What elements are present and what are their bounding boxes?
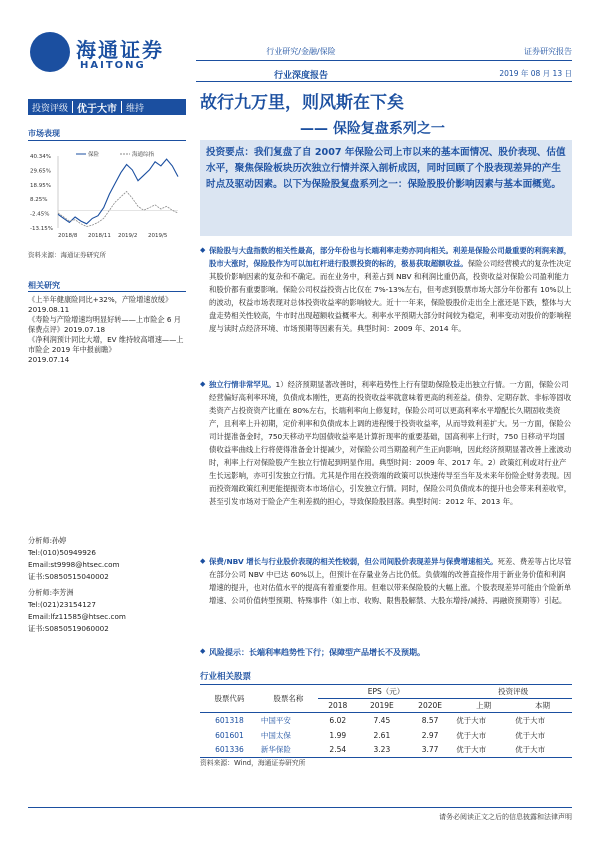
report-category: 行业研究/金融/保险 [266,47,336,56]
y-tick-label: -2.45% [30,211,50,218]
eps-2019e: 3.23 [373,745,391,755]
analyst-tel: Tel:(021)23154127 [28,600,96,609]
col-header-rating: 投资评级 [454,685,572,699]
analyst-name: 分析师:孙婷 [28,536,67,545]
key-point-body: 1）经济预期显著改善时，利率趋势性上行有望助保险股走出独立行情。一方面，保险公司经营偏好高利率环境，负债成本刚性，更高的投资收益率就意味着更高的利差益。债券、定期存款、非标等固收类资产占投资资产比重在 80%左右，长端利率向上修复时，保险公司可以更高利率水平增配长久期固收类资产，且利率上升初期，定价利率和负债成本上调的进程慢于投资收益率，从而导致利差扩大。另一方面，保险公司计提准备金时，750天移动平均国债收益率是计算折现率的重要基础，国高利率上行时，750 日移动平均国债收益率曲线上行将使得准备金计提减少，对保险公司当期盈利产生正向影响，因此经济预期显著改善上涨波动时，利率上行对保险股产生独立行情起到明显作用。典型时间：2009 年、2017 年。2）政策红利或对行业产生长远影响，亦可引发独立行情。尤其是作用在投资端的政策可以快速传导至当年及未来年份险企财务表现。因而投资端政策红利更能提振资本市场信心，引发独立行情。同时，保险公司负债成本的提升也会带来利差收窄，甚至引发市场对于险企产生利差损的担心，导致保险股回落。典型时间：2012 年、2013 年。 [209,380,572,506]
stock-code: 601601 [215,730,244,740]
logo-english-text: HAITONG [80,60,146,71]
y-tick-label: 18.95% [30,182,51,189]
related-stocks-title: 行业相关股票 [200,672,252,682]
analyst-cert: 证书:S0850519060002 [28,624,109,633]
investment-summary: 投资要点：我们复盘了自 2007 年保险公司上市以来的基本面情况、股价表现、估值水平，聚焦保险板块历次独立行情并深入剖析成因，同时回顾了个股表现差异的产生时点及驱动因素。以下为保险股复盘系列之一：保险股股价影响因素与基本面概览。 [200,140,572,236]
key-point-lead: 保险股与大盘指数的相关性最高，部分年份也与长端利率走势亦同向相关。利差是保险公司最重要的利润来源，股市大涨时，保险股作为可以加杠杆进行股票投资的标的，极易获取超额收益。 [209,246,572,268]
eps-2018: 6.02 [329,715,347,725]
legend-label: 保险 [88,152,100,158]
rating-curr: 优于大市 [515,730,546,740]
key-point-body: 保险公司经营模式的复杂性决定其股价影响因素的复杂和不确定。而在业务中，利差占到 NBV 和利润比重仍高，投资收益对保险公司盈利能力和股价都有重要影响。保险公司权益投资占比仅在 7%-13%左右，但考虑到股票市场大部分年份都有 10%以上的波动，权益市场表现对总体投资收益率的影响较大。近十一年来，保险股股价走出全上涨还是下跌，整体与大盘走势相关性较高，牛市时出现超额收益概率大。利率水平预期大部分时间较为稳定，利率变动对股价的影响程度与读时点经济环境、市场预期等因素有关。典型时间：2009 年、2014 年。 [209,259,572,333]
rating-value: 优于大市 [77,103,118,115]
x-tick-label: 2018/11 [88,233,111,239]
footer-divider [28,807,572,808]
key-point-3 [200,555,572,607]
key-point-body: 死差、费差等占比尽管在部分公司 NBV 中已达 60%以上，但预计在存量业务占比仍低。负债端的改善直接作用于新业务价值和利润增速的提升，也对估值水平的提高有着重要作用。但难以带来保险股的大幅上涨。个股表现差异可能由个险新单增速、公司价值转型预期、特殊事件（如上市、收购、限售股解禁、大股东增持/减持、再融资预期等）引起。 [209,557,572,605]
market-performance-title: 市场表现 [28,129,60,138]
rating-prev: 优于大市 [456,745,487,755]
series-line-1 [58,192,178,227]
related-research-item[interactable]: 《寿险与产险增速均明显好转——上市险企 6 月保费点评》2019.07.18 [28,315,181,334]
key-point-lead: 保费/NBV 增长与行业股价表现的相关性较弱，但公司间股价表现差异与保费增速相关。 [209,557,498,566]
risk-warning: ◆ 风险提示：长端利率趋势性下行；保障型产品增长不及预期。 [200,647,425,658]
col-header-curr: 本期 [535,701,551,710]
report-label: 证券研究报告 [524,47,572,56]
y-tick-label: 40.34% [30,154,51,160]
rating-separator [121,101,122,113]
report-subtitle: —— 保险复盘系列之一 [300,121,445,137]
report-kind: 行业深度报告 [273,71,328,81]
table-row [200,728,572,743]
key-point-1 [200,244,572,335]
footer-disclaimer: 请务必阅读正文之后的信息披露和法律声明 [439,813,572,821]
analyst-email[interactable]: Email:lfz11585@htsec.com [28,612,126,621]
eps-2020e: 8.57 [421,715,439,725]
stock-code: 601318 [215,715,244,725]
related-stocks-table [200,684,572,758]
stock-code: 601336 [215,745,244,755]
col-header-2019e: 2019E [369,701,394,710]
col-header-name: 股票名称 [273,694,304,703]
table-source: 资料来源：Wind，海通证券研究所 [200,759,306,767]
report-title: 故行九万里，则风斯在下矣 [200,93,404,113]
logo-chinese-text: 海通证券 [76,38,164,62]
stock-name: 新华保险 [260,745,291,755]
eps-2019e: 7.45 [373,715,391,725]
eps-2019e: 2.61 [373,730,391,740]
col-header-code: 股票代码 [214,694,245,703]
related-research-item[interactable]: 《净利润预计同比大增，EV 维持较高增速——上市险企 2019 年中报前瞻》 2019.07.14 [28,335,184,364]
eps-2018: 1.99 [329,730,347,740]
header-divider-top [196,60,572,61]
rating-curr: 优于大市 [515,745,546,755]
report-date: 2019 年 08 月 13 日 [499,69,572,78]
rating-prev: 优于大市 [456,715,487,725]
rating-status: 维持 [126,103,145,114]
x-tick-label: 2019/2 [118,233,138,239]
stock-name: 中国太保 [260,730,291,740]
market-title-underline [28,140,186,141]
eps-2020e: 3.77 [421,745,439,755]
related-title-underline [28,291,186,292]
analyst-tel: Tel:(010)50949926 [28,548,96,557]
legend-label: 海通综指 [132,152,155,158]
analyst-name: 分析师:李芳洲 [28,588,74,597]
x-tick-label: 2018/8 [58,233,78,239]
x-tick-label: 2019/5 [148,233,168,239]
rating-separator [72,101,73,113]
eps-2020e: 2.97 [421,730,439,740]
header-divider-bottom [196,81,572,82]
eps-2018: 2.54 [329,745,347,755]
analyst-cert: 证书:S0850515040002 [28,572,109,581]
table-row [200,713,572,728]
related-research-title: 相关研究 [28,281,60,290]
series-line-0 [58,159,178,224]
haitong-logo-icon [30,32,70,72]
market-performance-chart [28,148,186,244]
key-point-lead: 独立行情非常罕见。 [209,380,276,389]
related-research-item[interactable]: 《上半年健康险同比+32%，产险增速放缓》2019.08.11 [28,295,173,314]
chart-source: 资料来源：海通证券研究所 [28,251,106,259]
col-header-eps: EPS（元） [318,685,454,699]
col-header-prev: 上期 [476,701,492,710]
col-header-2020e: 2020E [418,701,442,710]
col-header-2018: 2018 [328,701,348,710]
y-tick-label: 29.65% [30,168,51,175]
y-tick-label: -13.15% [30,226,53,232]
related-research-list [28,295,188,365]
key-point-2 [200,378,572,508]
stock-name: 中国平安 [260,715,291,725]
analyst-email[interactable]: Email:st9998@htsec.com [28,560,120,569]
table-row [200,743,572,758]
rating-prev: 优于大市 [456,730,487,740]
rating-curr: 优于大市 [515,715,546,725]
y-tick-label: 8.25% [30,197,48,204]
rating-label: 投资评级 [32,103,69,114]
analyst-contacts [28,535,188,635]
investment-rating-box [28,99,186,115]
